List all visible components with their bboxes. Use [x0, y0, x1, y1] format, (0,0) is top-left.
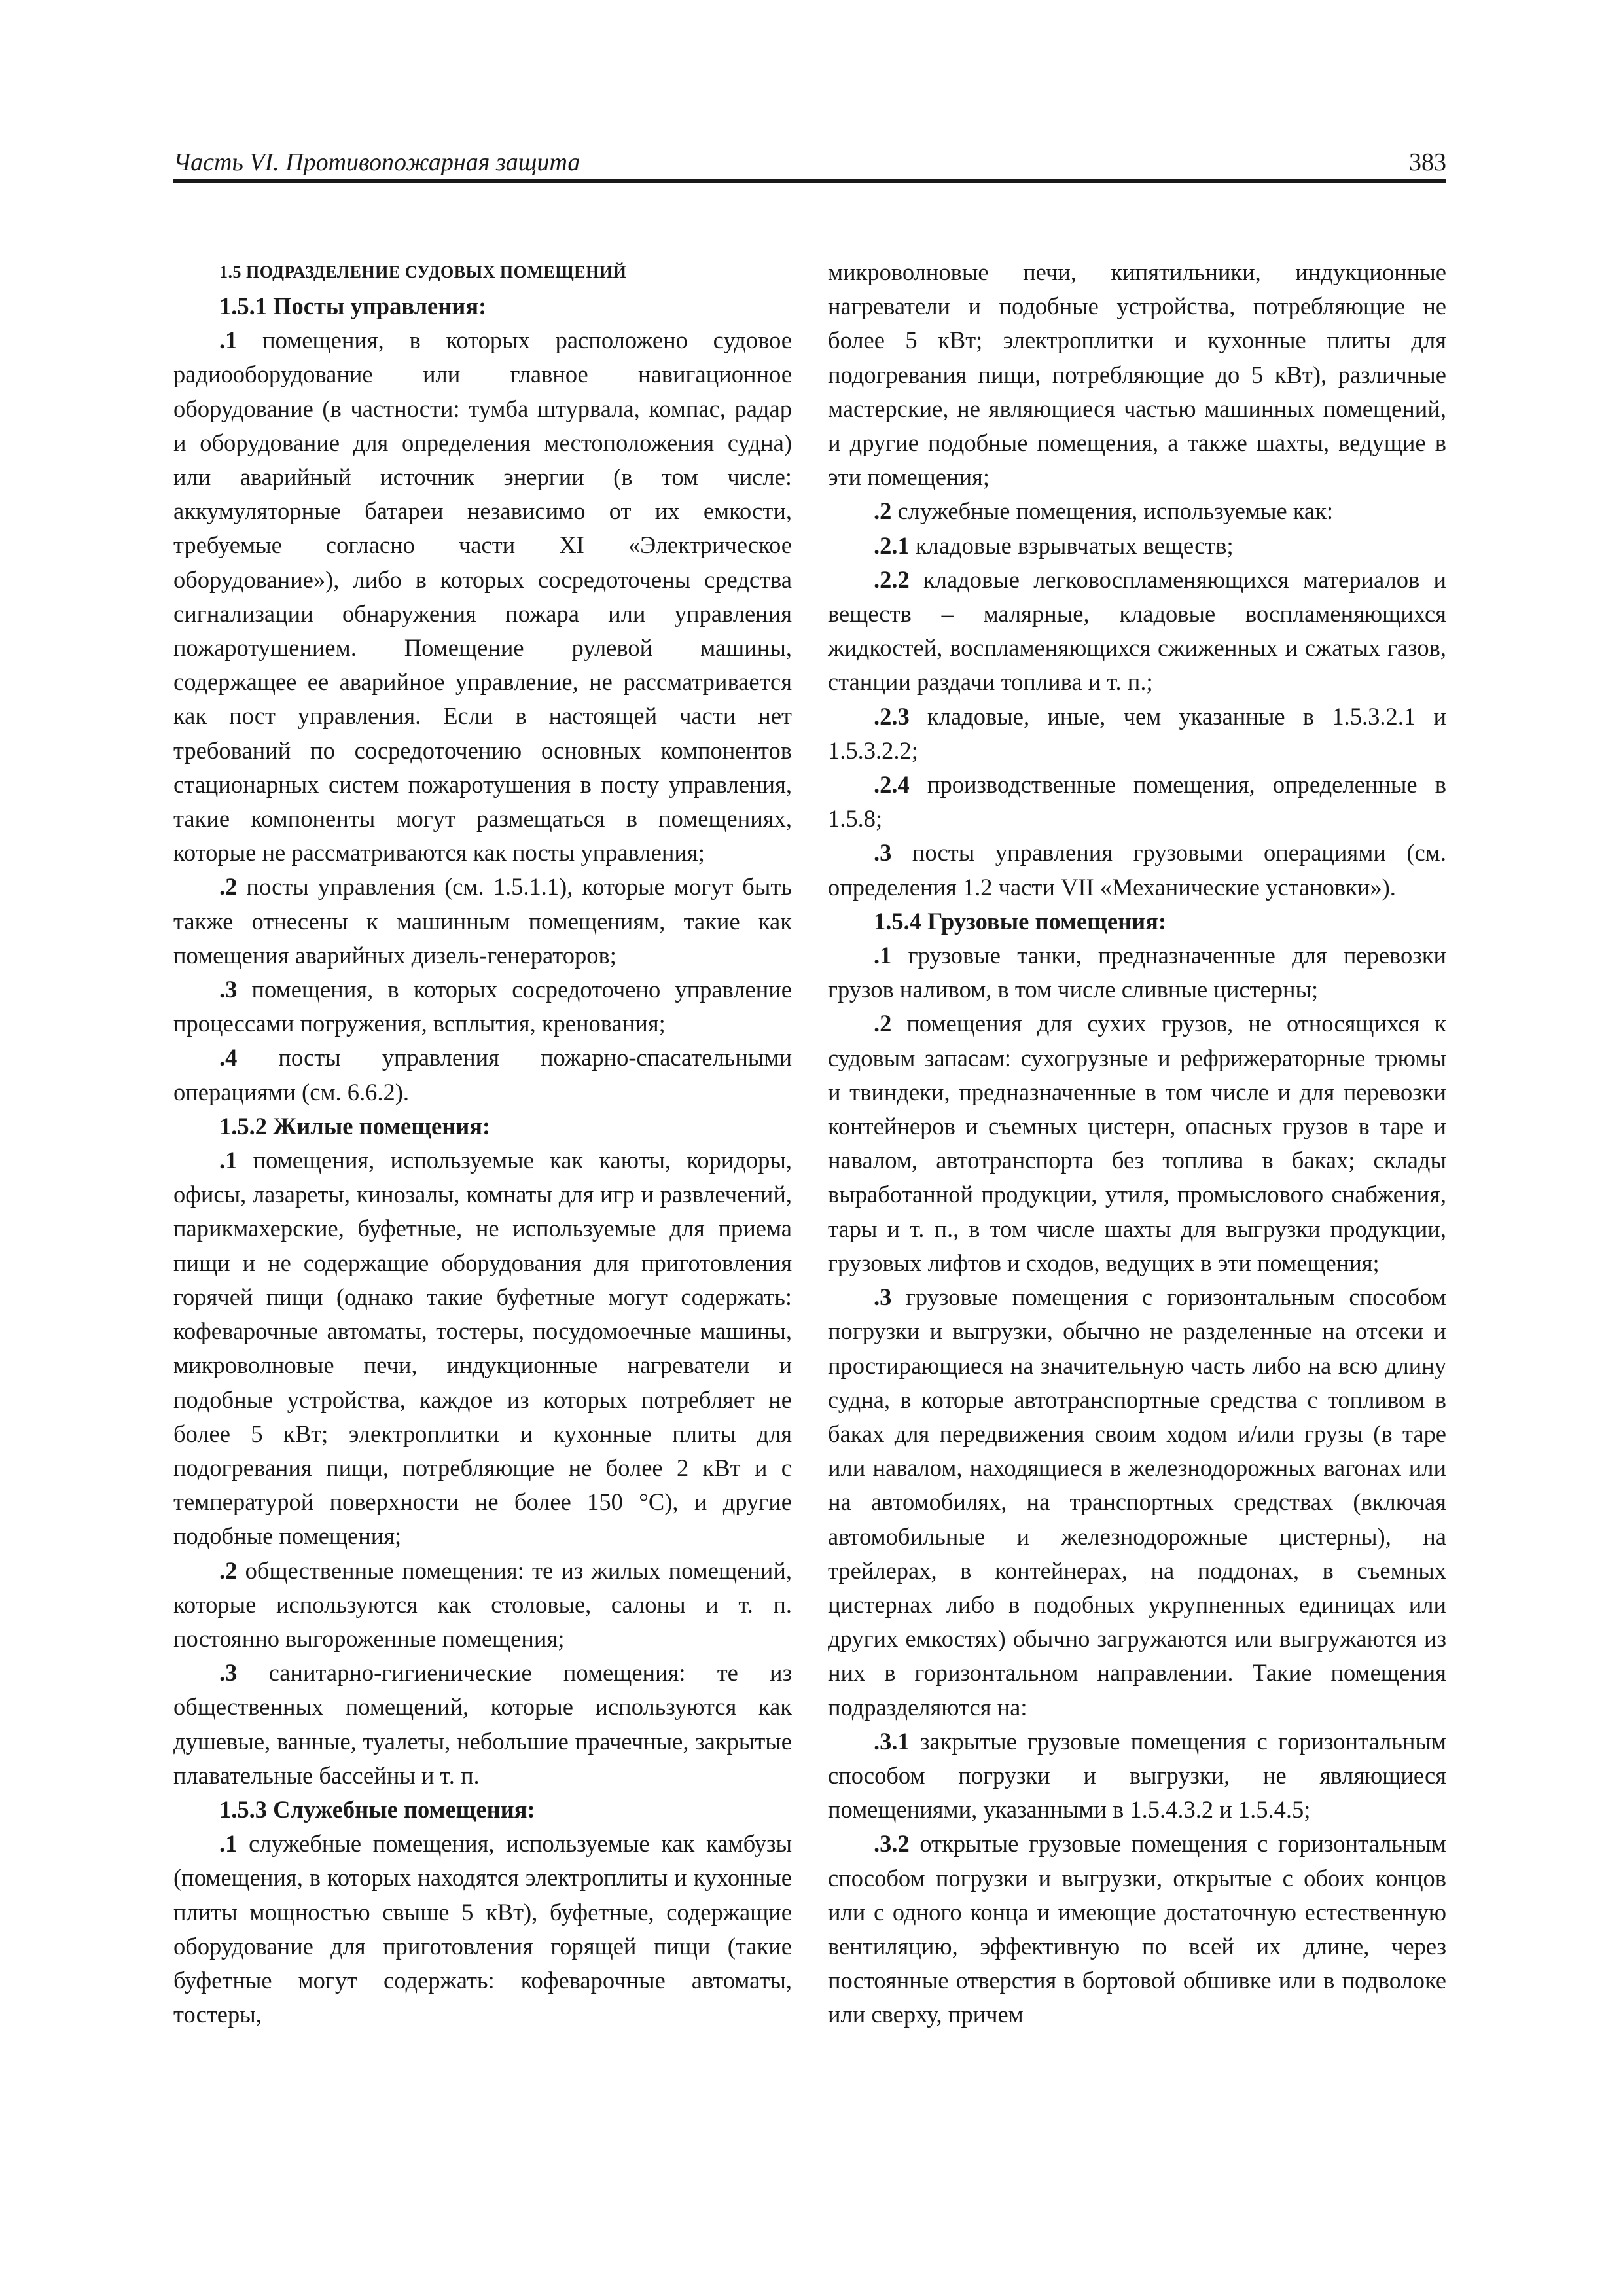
paragraph-text: кладовые взрывчатых веществ; — [915, 531, 1234, 559]
paragraph-1-5-1-1 — [173, 323, 792, 870]
paragraph-text: кладовые, иные, чем указанные в 1.5.3.2.1 и 1.5.3.2.2; — [828, 702, 1446, 764]
paragraph-text: помещения, в которых расположено судовое радиооборудование или главное навигационное оборудование (в частности: тумба штурвала, компас, радар и оборудование для определения местоположения судна) или аварийный источник энергии (в том числе: аккумуляторные батареи независимо от их емкости, требуемые согласно части XI «Электрическое оборудование»), либо в которых сосредоточены средства сигнализации обнаружения пожара или управления пожаротушением. Помещение рулевой машины, содержащее ее аварийное управление, не рассматривается как пост управления. Если в настоящей части нет требований по сосредоточению основных компонентов стационарных систем пожаротушения в посту управления, такие компоненты могут размещаться в помещениях, которые не рассматриваются как посты управления; — [173, 327, 792, 867]
item-number: .2.3 — [874, 702, 910, 730]
paragraph-1-5-3-3 — [828, 836, 1446, 904]
item-number: .1 — [219, 1147, 238, 1174]
paragraph-text: служебные помещения, используемые как камбузы (помещения, в которых находятся электроплиты и кухонные плиты мощностью свыше 5 кВт), буфетные, содержащие оборудование для приготовления горящей пищи (такие буфетные могут содержать: кофеварочные автоматы, тостеры, — [173, 1830, 793, 2028]
paragraph-text: закрытые грузовые помещения с горизонтальным способом погрузки и выгрузки, не являющиеся помещениями, указанными в 1.5.4.3.2 и 1.5.4.5; — [828, 1727, 1447, 1823]
item-number: .3 — [219, 976, 238, 1003]
paragraph-text: помещения, в которых сосредоточено управление процессами погружения, всплытия, кренования; — [173, 976, 793, 1037]
paragraph-1-5-3-2-2 — [828, 563, 1446, 700]
item-number: .1 — [219, 1830, 238, 1857]
paragraph-1-5-4-3 — [828, 1280, 1446, 1725]
item-number: .2.2 — [874, 565, 910, 593]
paragraph-text: посты управления грузовыми операциями (см. определения 1.2 части VII «Механические установки»). — [828, 839, 1446, 901]
paragraph-text: общественные помещения: те из жилых помещений, которые используются как столовые, салоны и т. п. постоянно выгороженные помещения; — [173, 1556, 792, 1652]
paragraph-1-5-1-2 — [173, 870, 792, 973]
header-title: Часть VI. Противопожарная защита — [173, 149, 580, 176]
paragraph-text: грузовые помещения с горизонтальным способом погрузки и выгрузки, обычно не разделенные на отсеки и простирающиеся на значительную часть либо на всю длину судна, в которые автотранспортные средства с топливом в баках для передвижения своим ходом и/или грузы (в таре или навалом, находящиеся в железнодорожных вагонах или на автомобилях, на транспортных средствах (включая автомобильные и железнодорожные цистерны), на трейлерах, в контейнерах, на поддонах, в съемных цистернах либо в подобных укрупненных единицах или других емкостях) обычно загружаются или выгружаются из них в горизонтальном направлении. Такие помещения подразделяются на: — [828, 1283, 1446, 1721]
section-title: 1.5 ПОДРАЗДЕЛЕНИЕ СУДОВЫХ ПОМЕЩЕНИЙ — [219, 262, 627, 281]
page-number: 383 — [1409, 149, 1446, 176]
paragraph-1-5-4-2 — [828, 1007, 1446, 1280]
subsection-heading-1-5-1: 1.5.1 Посты управления: — [219, 293, 487, 319]
item-number: .2 — [219, 1556, 238, 1584]
item-number: .3.2 — [874, 1830, 910, 1857]
subsection-heading-1-5-4: 1.5.4 Грузовые помещения: — [874, 907, 1167, 935]
paragraph-1-5-1-4 — [173, 1041, 792, 1109]
paragraph-1-5-1-3 — [173, 973, 792, 1041]
paragraph-1-5-4-1 — [828, 939, 1446, 1007]
paragraph-text: санитарно-гигиенические помещения: те из общественных помещений, которые используются как душевые, ванные, туалеты, небольшие прачечные, закрытые плавательные бассейны и т. п. — [173, 1659, 792, 1789]
item-number: .4 — [219, 1044, 238, 1071]
paragraph-1-5-3-2-3 — [828, 700, 1446, 768]
item-number: .3 — [874, 839, 892, 867]
item-number: .2.1 — [874, 531, 910, 559]
paragraph-1-5-2-2 — [173, 1554, 792, 1657]
paragraph-1-5-3-2 — [828, 494, 1446, 528]
running-header — [173, 143, 1446, 183]
paragraph-1-5-2-1 — [173, 1143, 792, 1553]
paragraph-text: посты управления (см. 1.5.1.1), которые могут быть также отнесены к машинным помещениям, такие как помещения аварийных дизель-генераторов; — [173, 873, 792, 969]
paragraph-continuation: микроволновые печи, кипятильники, индукционные нагреватели и подобные устройства, потребляющие не более 5 кВт; электроплитки и кухонные плиты для подогревания пищи, потребляющие до 5 кВт), различные мастерские, не являющиеся частью машинных помещений, и другие подобные помещения, а также шахты, ведущие в эти помещения; — [828, 259, 1446, 491]
left-column — [173, 255, 792, 2032]
paragraph-text: посты управления пожарно-спасательными операциями (см. 6.6.2). — [173, 1044, 793, 1105]
subsection-heading-1-5-2: 1.5.2 Жилые помещения: — [219, 1112, 491, 1139]
item-number: .2 — [874, 497, 892, 525]
item-number: .3.1 — [874, 1727, 910, 1755]
paragraph-text: помещения, используемые как каюты, коридоры, офисы, лазареты, кинозалы, комнаты для игр и развлечений, парикмахерские, буфетные, не используемые для приема пищи и не содержащие оборудования для приготовления горячей пищи (однако такие буфетные могут содержать: кофеварочные автоматы, тостеры, посудомоечные машины, микроволновые печи, индукционные нагреватели и подобные устройства, каждое из которых потребляет не более 5 кВт; электроплитки и кухонные плиты для подогревания пищи, потребляющие не более 2 кВт и с температурой поверхности не более 150 °С), и другие подобные помещения; — [173, 1147, 792, 1550]
right-column — [828, 255, 1446, 2032]
paragraph-text: помещения для сухих грузов, не относящихся к судовым запасам: сухогрузные и рефрижераторные трюмы и твиндеки, предназначенные в том числе и для перевозки контейнеров и съемных цистерн, опасных грузов в таре и навалом, автотранспорта без топлива в баках; склады выработанной продукции, утиля, промыслового снабжения, тары и т. п., в том числе шахты для выгрузки продукции, грузовых лифтов и сходов, ведущих в эти помещения; — [828, 1010, 1446, 1276]
paragraph-text: грузовые танки, предназначенные для перевозки грузов наливом, в том числе сливные цистерны; — [828, 942, 1446, 1003]
item-number: .2.4 — [874, 771, 910, 798]
paragraph-1-5-3-2-1 — [828, 529, 1446, 563]
item-number: .2 — [219, 873, 238, 901]
paragraph-1-5-4-3-2 — [828, 1827, 1446, 2032]
item-number: .3 — [219, 1659, 238, 1687]
paragraph-1-5-3-1 — [173, 1827, 792, 2032]
paragraph-text: открытые грузовые помещения с горизонтальным способом погрузки и выгрузки, открытые с обоих концов или с одного конца и имеющие достаточную естественную вентиляцию, эффективную по всей их длине, через постоянные отверстия в бортовой обшивке или в подволоке или сверху, причем — [828, 1830, 1446, 2028]
item-number: .2 — [874, 1010, 892, 1037]
paragraph-text: кладовые легковоспламеняющихся материалов и веществ – малярные, кладовые воспламеняющихся жидкостей, воспламеняющихся сжиженных и сжатых газов, станции раздачи топлива и т. п.; — [828, 565, 1446, 696]
paragraph-text: служебные помещения, используемые как: — [897, 497, 1334, 525]
subsection-heading-1-5-3: 1.5.3 Служебные помещения: — [219, 1795, 535, 1823]
item-number: .3 — [874, 1283, 892, 1311]
paragraph-1-5-3-2-4 — [828, 768, 1446, 836]
item-number: .1 — [219, 327, 238, 354]
item-number: .1 — [874, 942, 892, 969]
paragraph-1-5-4-3-1 — [828, 1725, 1446, 1827]
paragraph-1-5-2-3 — [173, 1656, 792, 1793]
paragraph-text: производственные помещения, определенные в 1.5.8; — [828, 771, 1447, 833]
